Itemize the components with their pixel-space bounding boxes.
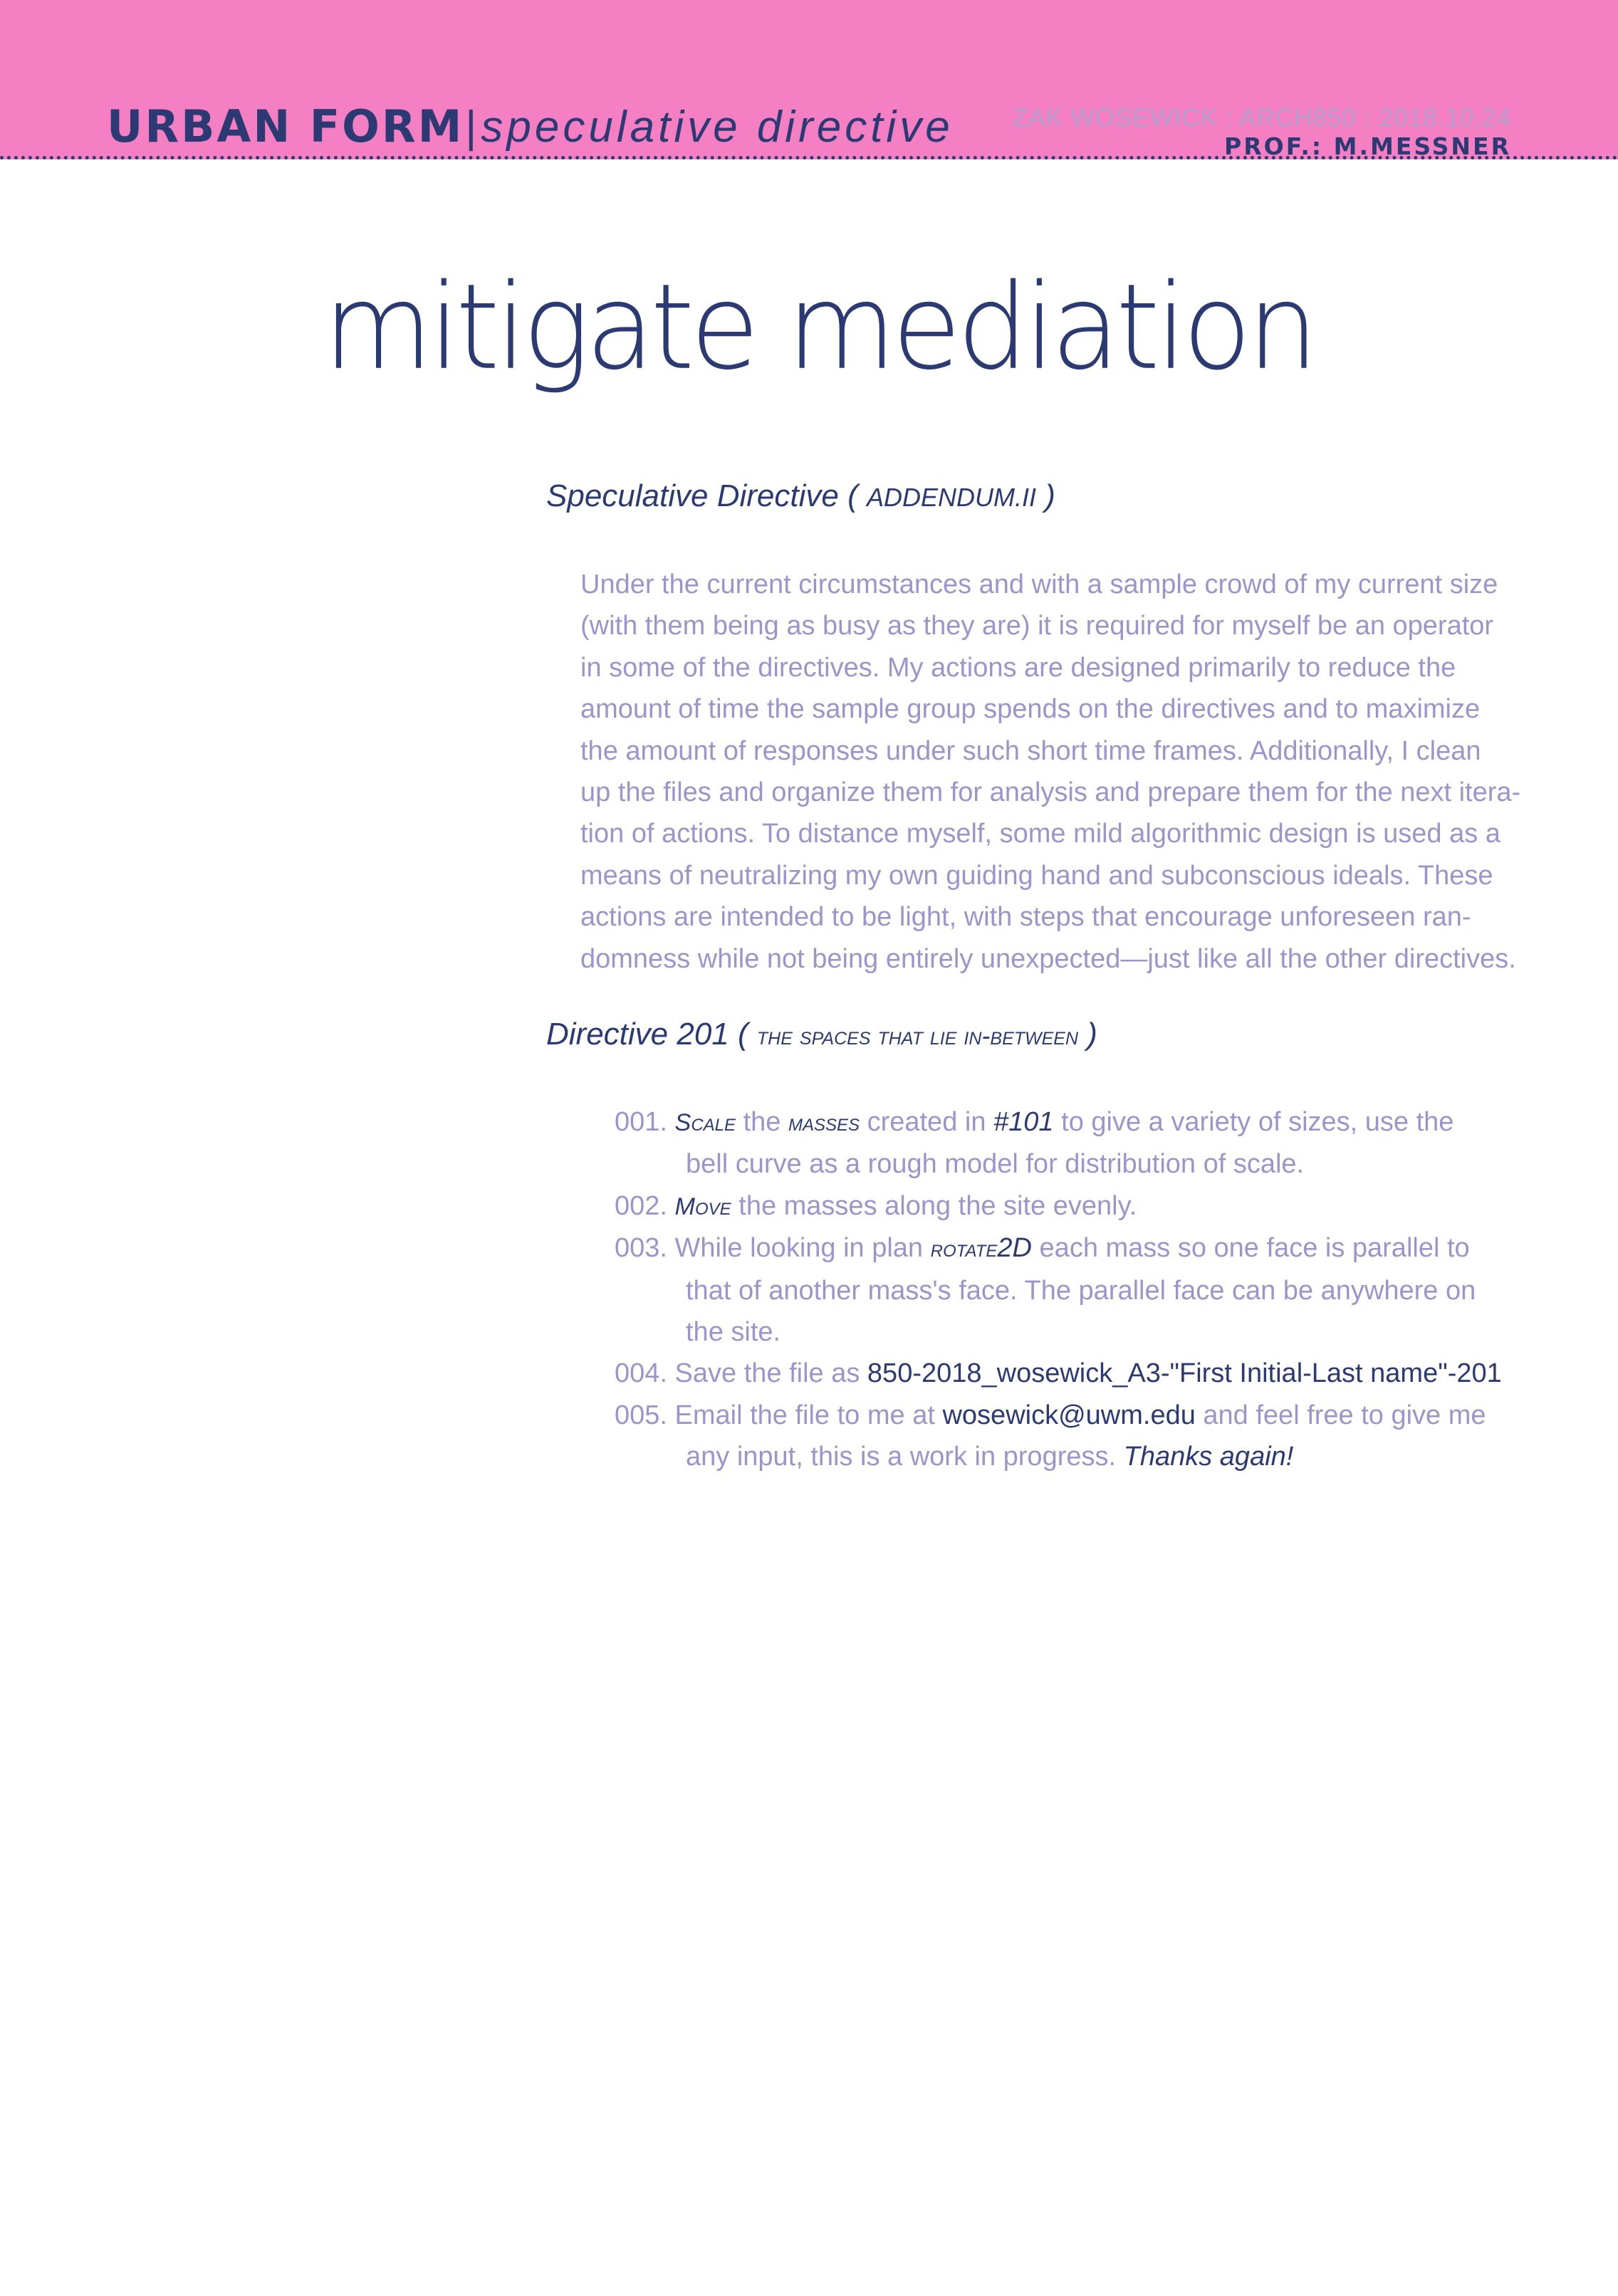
step-001: 001. Scale the masses created in #101 to give a variety of sizes, use the xyxy=(615,1107,1454,1137)
step-reference: #101 xyxy=(993,1107,1054,1137)
section-heading-speculative: Speculative Directive ( ADDENDUM.II ) xyxy=(546,478,1055,513)
page-title: mitigate mediation xyxy=(323,258,1315,397)
step-005-continued: any input, this is a work in progress. Thanks again! xyxy=(686,1442,1294,1472)
paragraph-line: up the files and organize them for analysis and prepare them for the next itera- xyxy=(580,777,1521,808)
step-003-continued: the site. xyxy=(686,1317,781,1348)
paragraph-line: Under the current circumstances and with a sample crowd of my current size xyxy=(580,570,1498,599)
paragraph-line: actions are intended to be light, with steps that encourage unforeseen ran- xyxy=(580,902,1471,933)
paragraph-line: means of neutralizing my own guiding hand and subconscious ideals. These xyxy=(580,860,1493,891)
email-link[interactable]: wosewick@uwm.edu xyxy=(942,1400,1196,1430)
paragraph-line: in some of the directives. My actions are designed primarily to reduce the xyxy=(580,652,1456,683)
step-005: 005. Email the file to me at wosewick@uwm.edu and feel free to give me xyxy=(615,1400,1486,1430)
step-verb: Move xyxy=(674,1192,731,1220)
step-003: 003. While looking in plan rotate2D each mass so one face is parallel to xyxy=(615,1233,1470,1264)
step-001-continued: bell curve as a rough model for distribution of scale. xyxy=(686,1149,1305,1180)
step-verb: Scale xyxy=(674,1109,736,1136)
paragraph-line: the amount of responses under such short time frames. Additionally, I clean xyxy=(580,735,1481,766)
step-002: 002. Move the masses along the site evenly. xyxy=(615,1190,1137,1221)
step-object: masses xyxy=(788,1109,860,1136)
paragraph-line: domness while not being entirely unexpected—just like all the other directives. xyxy=(580,943,1516,974)
paragraph-line: tion of actions. To distance myself, some mild algorithmic design is used as a xyxy=(580,819,1500,849)
brand-bold: URBAN FORM xyxy=(107,100,464,152)
heading-tag: ADDENDUM.II xyxy=(866,483,1036,512)
step-verb: rotate xyxy=(930,1235,998,1263)
paragraph-line: amount of time the sample group spends on the directives and to maximize xyxy=(580,694,1481,725)
brand-title xyxy=(107,98,954,156)
page-header xyxy=(0,0,1618,159)
step-003-continued: that of another mass's face. The parallel face can be anywhere on xyxy=(686,1275,1476,1306)
speculative-paragraph xyxy=(580,564,1521,980)
brand-subtitle: speculative directive xyxy=(481,103,954,152)
heading-tag: the spaces that lie in-between xyxy=(756,1021,1079,1050)
author-line: ZAK WOSEWICK : ARCH850 : 2018.10.24 xyxy=(1012,104,1511,132)
header-meta xyxy=(1013,104,1511,161)
step-004: 004. Save the file as 850-2018_wosewick_A3-"First Initial-Last name"-201 xyxy=(615,1358,1502,1389)
filename-text: 850-2018_wosewick_A3-"First Initial-Last name"-201 xyxy=(867,1358,1502,1389)
directive-steps xyxy=(615,1101,1512,1478)
section-heading-directive-201: Directive 201 ( the spaces that lie in-between ) xyxy=(546,1017,1097,1052)
professor-line: PROF.: M.MESSNER xyxy=(1224,132,1511,160)
brand-separator: | xyxy=(465,103,477,152)
paragraph-line: (with them being as busy as they are) it is required for myself be an operator xyxy=(580,611,1494,641)
thanks-text: Thanks again! xyxy=(1123,1442,1294,1472)
